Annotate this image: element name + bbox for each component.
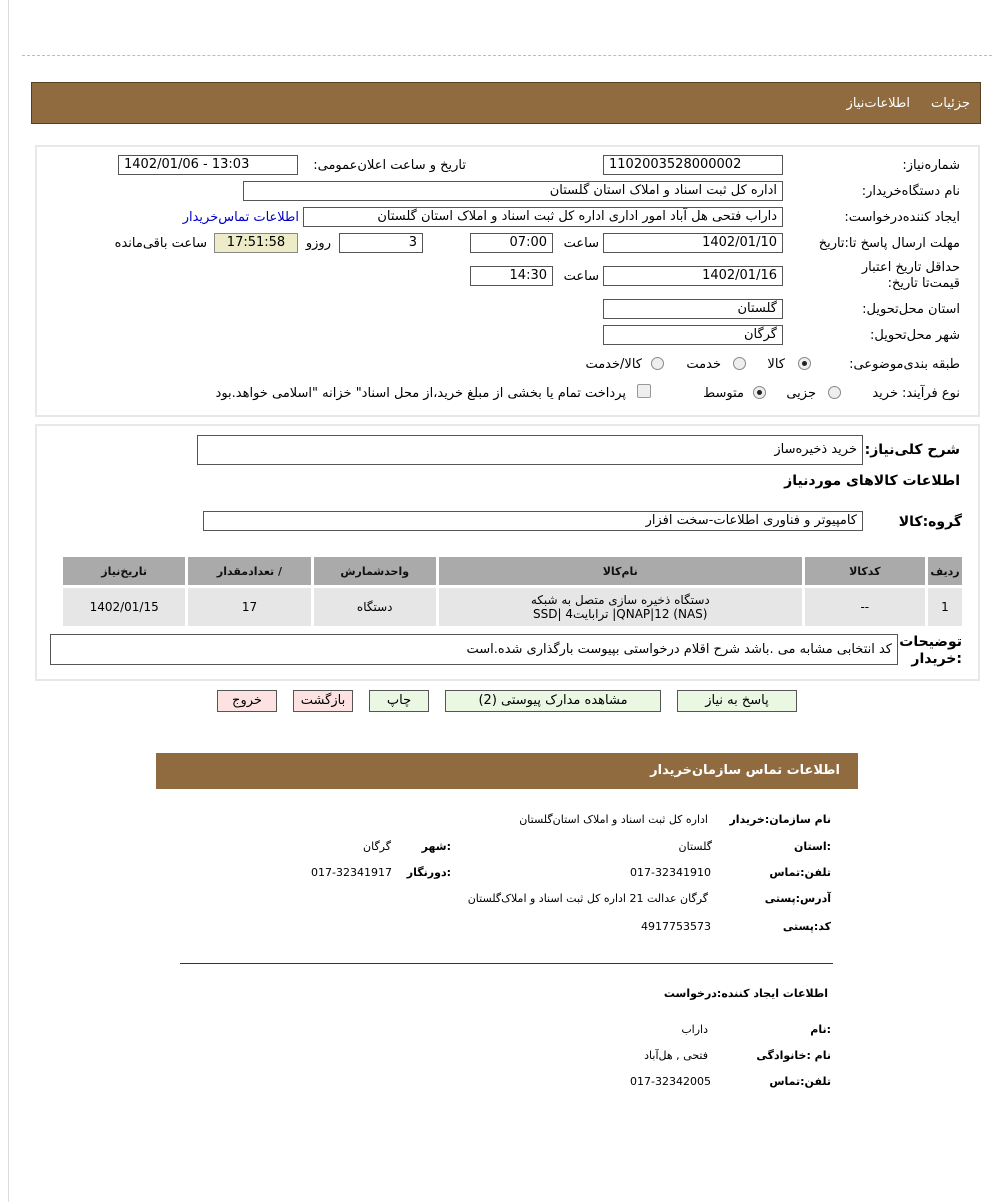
org-label: نام سازمان:خریدار bbox=[729, 813, 831, 826]
city-field: گرگان bbox=[603, 325, 783, 345]
deadline-time-field: 07:00 bbox=[470, 233, 553, 253]
org-value: اداره کل ثبت اسناد و املاک استان‌گلستان bbox=[519, 813, 708, 826]
col-name: نام‌کالا bbox=[439, 557, 802, 585]
pt-partial-label: جزیی bbox=[786, 386, 816, 401]
cat-goods-label: کالا bbox=[767, 357, 785, 372]
validity-time-field: 14:30 bbox=[470, 266, 553, 286]
postal-label: کد:پستی bbox=[782, 920, 831, 933]
group-label: گروه:کالا bbox=[898, 514, 962, 530]
category-label: طبقه بندی‌موضوعی: bbox=[849, 357, 960, 372]
days-field: 3 bbox=[339, 233, 423, 253]
cell-name bbox=[439, 588, 802, 626]
address-label: آدرس:پستی bbox=[764, 892, 831, 905]
pt-buy-label: خرید bbox=[872, 386, 898, 401]
need-number-field: 1102003528000002 bbox=[603, 155, 783, 175]
creator-info-title: اطلاعات ایجاد کننده:درخواست bbox=[663, 987, 828, 1000]
radio-partial[interactable] bbox=[828, 386, 841, 399]
contact-province-value: گلستان bbox=[678, 840, 712, 853]
cell-code: -- bbox=[805, 588, 925, 626]
back-button[interactable]: بازگشت bbox=[293, 690, 353, 712]
buyer-contact-link[interactable]: اطلاعات تماس‌خریدار bbox=[182, 210, 299, 225]
reply-button[interactable]: پاسخ به نیاز bbox=[677, 690, 797, 712]
cell-date: 1402/01/15 bbox=[63, 588, 185, 626]
radio-goods[interactable] bbox=[798, 357, 811, 370]
cell-unit: دستگاه bbox=[314, 588, 436, 626]
tab-need-info[interactable]: اطلاعات‌نیاز bbox=[846, 96, 910, 111]
cat-goods-service-label: کالا/خدمت bbox=[585, 357, 642, 372]
group-field: کامپیوتر و فناوری اطلاعات-سخت افزار bbox=[203, 511, 863, 531]
table-header-row bbox=[63, 557, 962, 585]
cell-name-line2: (NAS) QNAP|12| ترابایت4 |SSD bbox=[533, 607, 708, 621]
fax-value: 017-32341917 bbox=[311, 866, 392, 879]
contact-city-value: گرگان bbox=[363, 840, 391, 853]
radio-service[interactable] bbox=[733, 357, 746, 370]
province-field: گلستان bbox=[603, 299, 783, 319]
general-desc-field: خرید ذخیره‌ساز bbox=[197, 435, 863, 465]
remaining-label: ساعت باقی‌مانده bbox=[114, 236, 207, 251]
contact-province-label: :استان bbox=[794, 840, 831, 853]
min-validity-label: حداقل تاریخ اعتبار قیمت‌تا تاریخ: bbox=[861, 260, 960, 291]
phone-label: تلفن:تماس bbox=[769, 866, 831, 879]
general-desc-label: شرح کلی‌نیاز: bbox=[864, 442, 960, 458]
creator-label: ایجاد کننده‌درخواست: bbox=[844, 210, 960, 225]
remaining-timer: 17:51:58 bbox=[214, 233, 298, 253]
days-label: روزو bbox=[305, 236, 331, 251]
payment-checkbox[interactable] bbox=[637, 384, 651, 398]
tab-details[interactable]: جزئیات bbox=[931, 96, 970, 111]
cell-row: 1 bbox=[928, 588, 962, 626]
print-button[interactable]: چاپ bbox=[369, 690, 429, 712]
col-code: کدکالا bbox=[805, 557, 925, 585]
family-label: نام :خانوادگی bbox=[756, 1049, 831, 1062]
payment-note: پرداخت تمام یا بخشی از مبلغ خرید،از محل اسناد" خزانه "اسلامی خواهد.بود bbox=[215, 386, 626, 401]
contact-title: اطلاعات تماس سازمان‌خریدار bbox=[650, 763, 840, 778]
buyer-org-label: نام دستگاه‌خریدار: bbox=[861, 184, 960, 199]
creator-phone-value: 017-32342005 bbox=[630, 1075, 711, 1088]
validity-hour-label: ساعت bbox=[563, 269, 599, 284]
radio-goods-service[interactable] bbox=[651, 357, 664, 370]
name-label: :نام bbox=[810, 1023, 831, 1036]
top-divider bbox=[22, 55, 992, 56]
radio-medium[interactable] bbox=[753, 386, 766, 399]
cell-name-line1: دستگاه ذخیره سازی متصل به شبکه bbox=[530, 593, 710, 607]
pt-medium-label: متوسط bbox=[703, 386, 744, 401]
goods-info-title: اطلاعات کالاهای موردنیاز bbox=[784, 473, 960, 489]
announce-field: 1402/01/06 - 13:03 bbox=[118, 155, 298, 175]
phone-value: 017-32341910 bbox=[630, 866, 711, 879]
contact-header bbox=[156, 753, 858, 789]
deadline-hour-label: ساعت bbox=[563, 236, 599, 251]
address-value: گرگان عدالت 21 اداره کل ثبت اسناد و املاک‌گلستان bbox=[467, 892, 708, 905]
items-table-wrap bbox=[60, 554, 965, 629]
table-row bbox=[63, 588, 962, 626]
left-border bbox=[8, 0, 9, 1202]
announce-label: تاریخ و ساعت اعلان‌عمومی: bbox=[313, 158, 466, 173]
province-label: استان محل‌تحویل: bbox=[862, 302, 960, 317]
items-table bbox=[60, 554, 965, 629]
need-number-label: شماره‌نیاز: bbox=[902, 158, 960, 173]
buyer-notes-label: توضیحات :خریدار bbox=[899, 634, 962, 667]
buyer-notes-field: کد انتخابی مشابه می .باشد شرح اقلام درخواستی بپیوست بارگذاری شده.است bbox=[50, 634, 898, 665]
family-value: فتحی , هل‌آباد bbox=[644, 1049, 708, 1062]
validity-date-field: 1402/01/16 bbox=[603, 266, 783, 286]
creator-field: داراب فتحی هل آباد امور اداری اداره کل ثبت اسناد و املاک استان گلستان bbox=[303, 207, 783, 227]
city-label: شهر محل‌تحویل: bbox=[870, 328, 960, 343]
col-qty: / تعدادمقدار bbox=[188, 557, 310, 585]
buyer-org-field: اداره کل ثبت اسناد و املاک استان گلستان bbox=[243, 181, 783, 201]
page-header bbox=[31, 82, 981, 124]
exit-button[interactable]: خروج bbox=[217, 690, 277, 712]
cat-service-label: خدمت bbox=[686, 357, 721, 372]
postal-value: 4917753573 bbox=[641, 920, 711, 933]
creator-phone-label: تلفن:تماس bbox=[769, 1075, 831, 1088]
col-row: ردیف bbox=[928, 557, 962, 585]
col-unit: واحدشمارش bbox=[314, 557, 436, 585]
deadline-date-field: 1402/01/10 bbox=[603, 233, 783, 253]
contact-city-label: :شهر bbox=[421, 840, 451, 853]
purchase-type-label: نوع فرآیند: bbox=[902, 386, 960, 401]
name-value: داراب bbox=[681, 1023, 708, 1036]
view-docs-button[interactable]: مشاهده مدارک پیوستی (2) bbox=[445, 690, 661, 712]
col-date: تاریخ‌نیاز bbox=[63, 557, 185, 585]
fax-label: :دورنگار bbox=[406, 866, 451, 879]
cell-qty: 17 bbox=[188, 588, 310, 626]
contact-divider bbox=[180, 963, 833, 964]
deadline-label: مهلت ارسال پاسخ تا:تاریخ bbox=[818, 236, 960, 251]
